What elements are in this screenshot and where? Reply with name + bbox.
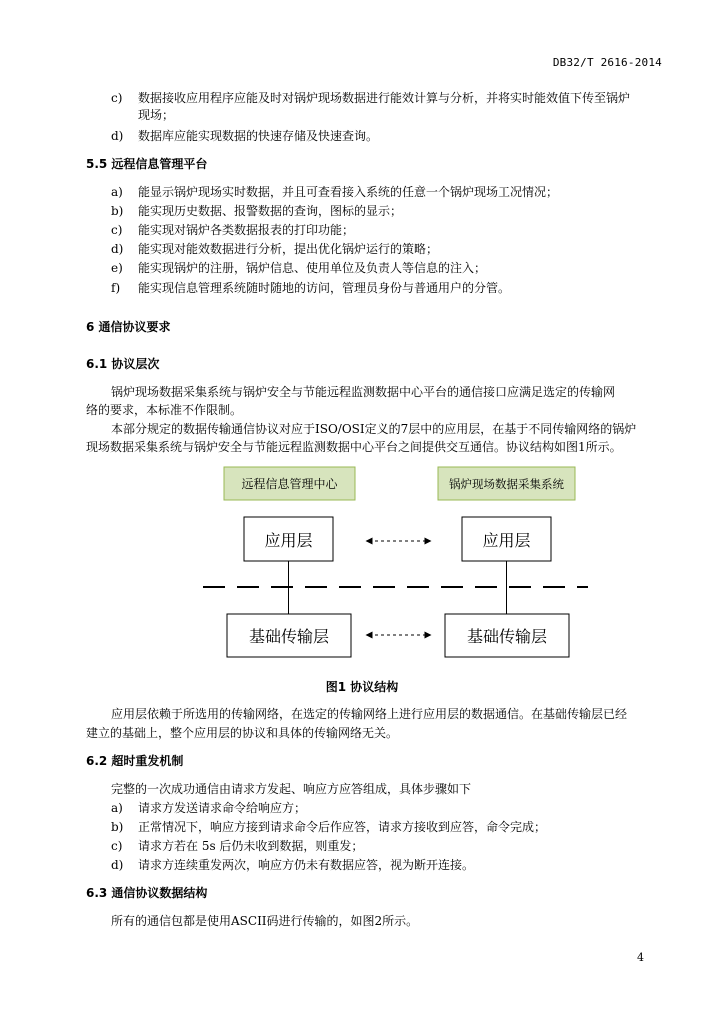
list-item-text: 数据库应能实现数据的快速存储及快速查询。 [138,129,379,143]
paragraph-line: 络的要求，本标准不作限制。 [86,403,243,417]
section-heading: 6.1 协议层次 [86,357,160,371]
list-item-text: 能实现对能效数据进行分析，提出优化锅炉运行的策略； [138,242,439,256]
document-id: DB32/T 2616-2014 [552,56,662,69]
section-heading: 6.2 超时重发机制 [86,754,184,768]
list-item-text: 能实现信息管理系统随时随地的访问，管理员身份与普通用户的分管。 [138,281,511,295]
remote-management-center-label: 远程信息管理中心 [241,477,338,491]
paragraph-line: 现场数据采集系统与锅炉安全与节能远程监测数据中心平台之间提供交互通信。协议结构如图1所示。 [86,440,622,454]
list-marker: b) [111,820,124,834]
list-item-text: 请求方发送请求命令给响应方； [138,801,307,815]
page-number: 4 [637,951,644,964]
list-marker: d) [111,129,124,143]
paragraph-line: 锅炉现场数据采集系统与锅炉安全与节能远程监测数据中心平台的通信接口应满足选定的传输网 [111,385,616,399]
list-marker: a) [111,185,123,199]
list-item-text: 能实现历史数据、报警数据的查询，图标的显示； [138,204,403,218]
section-heading: 6.3 通信协议数据结构 [86,886,208,900]
base-layer-right-label: 基础传输层 [466,627,548,646]
list-item-text: 现场； [138,108,175,122]
list-marker: f) [111,281,121,295]
list-item-text: 能实现锅炉的注册，锅炉信息、使用单位及负责人等信息的注入； [138,261,487,275]
paragraph-line: 建立的基础上，整个应用层的协议和具体的传输网络无关。 [86,726,399,740]
list-item-text: 能实现对锅炉各类数据报表的打印功能； [138,223,355,237]
paragraph-line: 应用层依赖于所选用的传输网络，在选定的传输网络上进行应用层的数据通信。在基础传输层已经 [111,707,628,721]
list-marker: c) [111,223,123,237]
app-layer-left-label: 应用层 [264,531,313,550]
list-item-text: 正常情况下，响应方接到请求命令后作应答，请求方接收到应答，命令完成； [138,820,547,834]
list-marker: d) [111,242,124,256]
list-item-text: 请求方若在 5s 后仍未收到数据，则重发； [138,839,364,853]
list-marker: a) [111,801,123,815]
app-layer-right-label: 应用层 [482,531,531,550]
list-item-text: 请求方连续重发两次，响应方仍未有数据应答，视为断开连接。 [138,858,475,872]
list-marker: c) [111,91,123,105]
paragraph-line: 所有的通信包都是使用ASCII码进行传输的，如图2所示。 [111,914,419,928]
list-item-text: 数据接收应用程序应能及时对锅炉现场数据进行能效计算与分析，并将实时能效值下传至锅炉 [138,91,631,105]
figure-caption: 图1 协议结构 [325,680,399,694]
list-item-text: 能显示锅炉现场实时数据，并且可查看接入系统的任意一个锅炉现场工况情况； [138,185,559,199]
base-layer-left-label: 基础传输层 [248,627,330,646]
list-marker: d) [111,858,124,872]
paragraph-line: 完整的一次成功通信由请求方发起、响应方应答组成，具体步骤如下 [111,782,472,796]
list-marker: b) [111,204,124,218]
section-heading: 6 通信协议要求 [86,320,171,334]
field-data-acquisition-label: 锅炉现场数据采集系统 [449,477,564,491]
section-heading: 5.5 远程信息管理平台 [86,157,208,171]
list-marker: c) [111,839,123,853]
paragraph-line: 本部分规定的数据传输通信协议对应于ISO/OSI定义的7层中的应用层，在基于不同传输网络的锅炉 [111,422,637,436]
list-marker: e) [111,261,123,275]
